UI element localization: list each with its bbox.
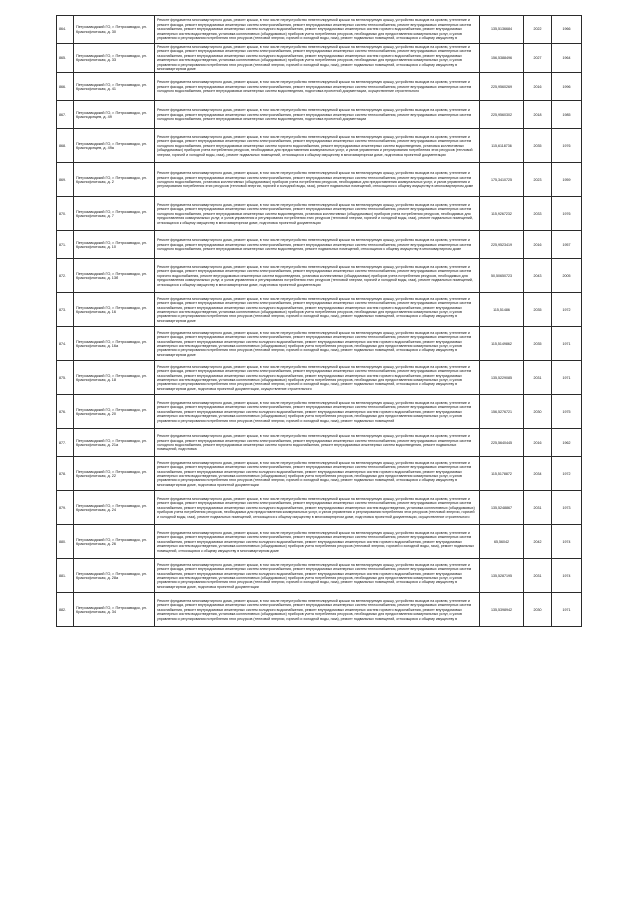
built-year-cell: 1985 (552, 101, 582, 129)
address-cell: Петрозаводский ГО, г. Петрозаводск, ул. Краснофлотская, д. 28а (74, 559, 155, 593)
built-year-cell: 1974 (552, 559, 582, 593)
table-row (57, 231, 582, 259)
repair-year-cell: 2043 (524, 259, 552, 293)
repair-year-cell: 2031 (524, 491, 552, 525)
repair-year-cell: 2018 (524, 101, 552, 129)
row-number: 869. (57, 163, 74, 197)
table-row (57, 559, 582, 593)
cost-cell: 175,3410725 (480, 163, 524, 197)
works-description-cell: Ремонт фундамента многоквартирного дома, ремонт крыши, в том числе переустройство невентилируемой крыши на вентилируемую крышу, устройство выходов на кровлю, утепление и ремонт фасада, ремонт внутридомовых инженерных систем электроснабжения, ремонт внутридомовых инженерных систем теплоснабжения, ремонт внутридомовых инженерных систем горячего водоснабжения, ремонт внутридомовых инженерных систем водоотведения, установка коллективных (общедомовых) приборов учета потребления ресурсов, необходимых для предоставления коммунальных услуг, и узлов управления и регулирования потребления этих ресурсов (тепловой энергии, горячей и холодной воды, газа), ремонт подвальных помещений, относящихся к общему имуществу в многоквартирном доме, подготовка проектной документации (155, 259, 480, 293)
works-description-cell: Ремонт фундамента многоквартирного дома, ремонт крыши, в том числе переустройство невентилируемой крыши на вентилируемую крышу, устройство выходов на кровлю, утепление и ремонт фасада, ремонт внутридомовых инженерных систем электроснабжения, ремонт внутридомовых инженерных систем теплоснабжения, ремонт внутридомовых инженерных систем газоснабжения, ремонт внутридомовых инженерных систем холодного водоснабжения, ремонт внутридомовых инженерных систем водоотведения, установка коллективных (общедомовых) приборов учета потребления ресурсов, необходимых для предоставления коммунальных услуг, и узлов управления и регулирования потребления этих ресурсов (тепловой энергии, горячей и холодной воды, газа), ремонт подвальных помещений, относящихся к общему имуществу в многоквартирном доме, подготовка проектной документации, осуществление строительного (155, 491, 480, 525)
cost-cell: 115,5149862 (480, 327, 524, 361)
address-cell: Петрозаводский ГО, г. Петрозаводск, ул. Краснофлотская, д. 10 (74, 231, 155, 259)
table-row (57, 197, 582, 231)
table-row (57, 593, 582, 627)
works-description-cell: Ремонт фундамента многоквартирного дома, ремонт крыши, в том числе переустройство невентилируемой крыши на вентилируемую крышу, устройство выходов на кровлю, утепление и ремонт фасада, ремонт внутридомовых инженерных систем электроснабжения, ремонт внутридомовых инженерных систем теплоснабжения, ремонт внутридомовых инженерных систем холодного водоснабжения, ремонт внутридомовых инженерных систем горячего водоснабжения, ремонт внутридомовых инженерных систем водоотведения, ремонт подвальных помещений, подготовка (155, 429, 480, 457)
address-cell: Петрозаводский ГО, г. Петрозаводск, ул. Краснофлотская, д. 24 (74, 491, 155, 525)
built-year-cell: 1957 (552, 231, 582, 259)
built-year-cell: 1996 (552, 73, 582, 101)
works-description-cell: Ремонт фундамента многоквартирного дома, ремонт крыши, в том числе переустройство невентилируемой крыши на вентилируемую крышу, устройство выходов на кровлю, утепление и ремонт фасада, ремонт внутридомовых инженерных систем электроснабжения, ремонт внутридомовых инженерных систем теплоснабжения, ремонт внутридомовых инженерных систем газоснабжения, ремонт внутридомовых инженерных систем холодного водоснабжения, ремонт внутридомовых инженерных систем горячего водоснабжения, ремонт внутридомовых инженерных систем водоотведения, установка коллективных (общедомовых) приборов учета потребления ресурсов, необходимых для предоставления коммунальных услуг, и узлов управления и регулирования потребления этих ресурсов (тепловой энергии, горячей и холодной воды, газа), ремонт подвальных помещений, относящихся к общему имуществу в многоквартирном доме (155, 44, 480, 73)
row-number: 875. (57, 361, 74, 395)
repair-year-cell: 2031 (524, 559, 552, 593)
cost-cell: 156,5276721 (480, 395, 524, 429)
built-year-cell: 1976 (552, 197, 582, 231)
cost-cell: 115,51486 (480, 293, 524, 327)
row-number: 879. (57, 491, 74, 525)
address-cell: Петрозаводский ГО, г. Петрозаводск, ул. Краснофлотская, д. 16 (74, 293, 155, 327)
works-description-cell: Ремонт фундамента многоквартирного дома, ремонт крыши, в том числе переустройство невентилируемой крыши на вентилируемую крышу, устройство выходов на кровлю, утепление и ремонт фасада, ремонт внутридомовых инженерных систем электроснабжения, ремонт внутридомовых инженерных систем теплоснабжения, ремонт внутридомовых инженерных систем холодного водоснабжения, ремонт внутридомовых инженерных систем водоотведения, установка коллективных (общедомовых) приборов учета потребления ресурсов, необходимых для предоставления коммунальных услуг, и узлов управления и регулирования потребления этих ресурсов (тепловой энергии, горячей и холодной воды, газа), ремонт подвальных помещений, относящихся к общему имуществу в многоквартирном доме, подготовка проектной документации (155, 197, 480, 231)
cost-cell: 156,5388496 (480, 44, 524, 73)
cost-cell: 135,5287195 (480, 559, 524, 593)
row-number: 872. (57, 259, 74, 293)
table-row (57, 293, 582, 327)
works-description-cell: Ремонт фундамента многоквартирного дома, ремонт крыши, в том числе переустройство невентилируемой крыши на вентилируемую крышу, устройство выходов на кровлю, утепление и ремонт фасада, ремонт внутридомовых инженерных систем электроснабжения, ремонт внутридомовых инженерных систем теплоснабжения, ремонт внутридомовых инженерных систем газоснабжения, ремонт внутридомовых инженерных систем холодного водоснабжения, ремонт внутридомовых инженерных систем горячего водоснабжения, ремонт внутридомовых инженерных систем водоотведения, установка коллективных (общедомовых) приборов учета потребления ресурсов, необходимых для предоставления коммунальных услуг, и узлов управления и регулирования потребления этих ресурсов (тепловой энергии, горячей и холодной воды, газа), ремонт подвальных помещений (155, 395, 480, 429)
repair-year-cell: 2035 (524, 293, 552, 327)
cost-cell: 225,9523419 (480, 231, 524, 259)
row-number: 876. (57, 395, 74, 429)
cost-cell: 65,56042 (480, 525, 524, 559)
cost-cell: 225,5640445 (480, 429, 524, 457)
works-description-cell: Ремонт фундамента многоквартирного дома, ремонт крыши, в том числе переустройство невентилируемой крыши на вентилируемую крышу, устройство выходов на кровлю, утепление и ремонт фасада, ремонт внутридомовых инженерных систем электроснабжения, ремонт внутридомовых инженерных систем теплоснабжения, ремонт внутридомовых инженерных систем газоснабжения, ремонт внутридомовых инженерных систем холодного водоснабжения, ремонт внутридомовых инженерных систем горячего водоснабжения, ремонт внутридомовых инженерных систем водоотведения, установка коллективных (общедомовых) приборов учета потребления ресурсов, необходимых для предоставления коммунальных услуг, и узлов управления и регулирования потребления этих ресурсов (тепловой энергии, горячей и холодной воды, газа), ремонт подвальных помещений, относящихся к общему имуществу в многоквартирном доме, подготовка проектной документации, осуществление строительного (155, 361, 480, 395)
address-cell: Петрозаводский ГО, г. Петрозаводск, ул. Краснофлотская, д. 7 (74, 197, 155, 231)
address-cell: Петрозаводский ГО, г. Петрозаводск, ул. Краснодонцев, д. 49 (74, 101, 155, 129)
table-row (57, 44, 582, 73)
works-description-cell: Ремонт фундамента многоквартирного дома, ремонт крыши, в том числе переустройство невентилируемой крыши на вентилируемую крышу, устройство выходов на кровлю, утепление и ремонт фасада, ремонт внутридомовых инженерных систем электроснабжения, ремонт внутридомовых инженерных систем теплоснабжения, ремонт внутридомовых инженерных систем холодного водоснабжения, установка коллективных (общедомовых) приборов учета потребления ресурсов, необходимых для предоставления коммунальных услуг, и узлов управления и регулирования потребления этих ресурсов (тепловой энергии, горячей и холодной воды, газа), ремонт подвальных помещений, относящихся к общему имуществу в многоквартирном доме (155, 163, 480, 197)
built-year-cell: 1972 (552, 457, 582, 491)
cost-cell: 135,5248867 (480, 491, 524, 525)
address-cell: Петрозаводский ГО, г. Петрозаводск, ул. Краснодонцев, д. 49а (74, 129, 155, 163)
works-description-cell: Ремонт фундамента многоквартирного дома, ремонт крыши, в том числе переустройство невентилируемой крыши на вентилируемую крышу, устройство выходов на кровлю, утепление и ремонт фасада, ремонт внутридомовых инженерных систем электроснабжения, ремонт внутридомовых инженерных систем теплоснабжения, ремонт внутридомовых инженерных систем холодного водоснабжения, ремонт внутридомовых инженерных систем водоотведения, ремонт подвальных помещений, относящихся к общему имуществу в многоквартирном доме (155, 231, 480, 259)
document-sheet (56, 15, 581, 627)
works-description-cell: Ремонт фундамента многоквартирного дома, ремонт крыши, в том числе переустройство невентилируемой крыши на вентилируемую крышу, устройство выходов на кровлю, утепление и ремонт фасада, ремонт внутридомовых инженерных систем электроснабжения, ремонт внутридомовых инженерных систем теплоснабжения, ремонт внутридомовых инженерных систем газоснабжения, ремонт внутридомовых инженерных систем холодного водоснабжения, ремонт внутридомовых инженерных систем горячего водоснабжения, ремонт внутридомовых инженерных систем водоотведения, установка коллективных (общедомовых) приборов учета потребления ресурсов, необходимых для предоставления коммунальных услуг, и узлов управления и регулирования потребления этих ресурсов (тепловой энергии, горячей и холодной воды, газа), ремонт подвальных помещений, относящихся к общему имуществу в многоквартирном доме (155, 327, 480, 361)
row-number: 864. (57, 16, 74, 44)
repair-year-cell: 2022 (524, 16, 552, 44)
repair-year-cell: 2030 (524, 395, 552, 429)
table-row (57, 73, 582, 101)
row-number: 880. (57, 525, 74, 559)
works-description-cell: Ремонт фундамента многоквартирного дома, ремонт крыши, в том числе переустройство невентилируемой крыши на вентилируемую крышу, устройство выходов на кровлю, утепление и ремонт фасада, ремонт внутридомовых инженерных систем электроснабжения, ремонт внутридомовых инженерных систем теплоснабжения, ремонт внутридомовых инженерных систем газоснабжения, ремонт внутридомовых инженерных систем холодного водоснабжения, ремонт внутридомовых инженерных систем горячего водоснабжения, ремонт внутридомовых инженерных систем водоотведения, установка коллективных (общедомовых) приборов учета потребления ресурсов, необходимых для предоставления коммунальных услуг, и узлов управления и регулирования потребления этих ресурсов (тепловой энергии, горячей и холодной воды, газа), ремонт подвальных помещений, относящихся к общему имуществу в многоквартирном доме, подготовка проектной документации (155, 559, 480, 593)
built-year-cell: 1974 (552, 525, 582, 559)
built-year-cell: 1972 (552, 293, 582, 327)
built-year-cell: 1971 (552, 593, 582, 627)
repair-year-cell: 2016 (524, 429, 552, 457)
repair-year-cell: 2034 (524, 457, 552, 491)
works-description-cell: Ремонт фундамента многоквартирного дома, ремонт крыши, в том числе переустройство невентилируемой крыши на вентилируемую крышу, устройство выходов на кровлю, утепление и ремонт фасада, ремонт внутридомовых инженерных систем электроснабжения, ремонт внутридомовых инженерных систем теплоснабжения, ремонт внутридомовых инженерных систем газоснабжения, ремонт внутридомовых инженерных систем холодного водоснабжения, ремонт внутридомовых инженерных систем горячего водоснабжения, ремонт внутридомовых инженерных систем водоотведения, установка коллективных (общедомовых) приборов учета потребления ресурсов, необходимых для предоставления коммунальных услуг, и узлов управления и регулирования потребления этих ресурсов (тепловой энергии, горячей и холодной воды, газа), ремонт подвальных помещений, относящихся к общему имуществу в многоквартирном доме (155, 293, 480, 327)
cost-cell: 115,9267232 (480, 197, 524, 231)
table-row (57, 491, 582, 525)
table-row (57, 259, 582, 293)
built-year-cell: 1973 (552, 491, 582, 525)
address-cell: Петрозаводский ГО, г. Петрозаводск, ул. Краснофлотская, д. 30 (74, 16, 155, 44)
address-cell: Петрозаводский ГО, г. Петрозаводск, ул. Краснофлотская, д. 16а (74, 327, 155, 361)
cost-cell: 50,50650723 (480, 259, 524, 293)
table-row (57, 525, 582, 559)
row-number: 871. (57, 231, 74, 259)
address-cell: Петрозаводский ГО, г. Петрозаводск, ул. Краснофлотская, д. 41 (74, 73, 155, 101)
capital-repair-table (56, 15, 582, 627)
address-cell: Петрозаводский ГО, г. Петрозаводск, ул. Краснофлотская, д. 21а (74, 429, 155, 457)
repair-year-cell: 2042 (524, 525, 552, 559)
built-year-cell: 2005 (552, 259, 582, 293)
works-description-cell: Ремонт фундамента многоквартирного дома, ремонт крыши, в том числе переустройство невентилируемой крыши на вентилируемую крышу, устройство выходов на кровлю, утепление и ремонт фасада, ремонт внутридомовых инженерных систем электроснабжения, ремонт внутридомовых инженерных систем теплоснабжения, ремонт внутридомовых инженерных систем холодного водоснабжения, ремонт внутридомовых инженерных систем водоотведения, подготовка проектной документации (155, 101, 480, 129)
row-number: 870. (57, 197, 74, 231)
row-number: 874. (57, 327, 74, 361)
built-year-cell: 1976 (552, 129, 582, 163)
cost-cell: 135,5229085 (480, 361, 524, 395)
repair-year-cell: 2035 (524, 327, 552, 361)
table-row (57, 361, 582, 395)
table-row (57, 163, 582, 197)
table-row (57, 457, 582, 491)
cost-cell: 135,5136684 (480, 16, 524, 44)
cost-cell: 225,9560302 (480, 101, 524, 129)
table-row (57, 16, 582, 44)
repair-year-cell: 2023 (524, 163, 552, 197)
built-year-cell: 1959 (552, 163, 582, 197)
table-row (57, 101, 582, 129)
row-number: 881. (57, 559, 74, 593)
built-year-cell: 1971 (552, 361, 582, 395)
row-number: 873. (57, 293, 74, 327)
built-year-cell: 1966 (552, 16, 582, 44)
works-description-cell: Ремонт фундамента многоквартирного дома, ремонт крыши, в том числе переустройство невентилируемой крыши на вентилируемую крышу, устройство выходов на кровлю, утепление и ремонт фасада, ремонт внутридомовых инженерных систем электроснабжения, ремонт внутридомовых инженерных систем теплоснабжения, ремонт внутридомовых инженерных систем газоснабжения, ремонт внутридомовых инженерных систем холодного водоснабжения, ремонт внутридомовых инженерных систем горячего водоснабжения, ремонт внутридомовых инженерных систем водоотведения, установка коллективных (общедомовых) приборов учета потребления ресурсов, необходимых для предоставления коммунальных услуг, и узлов управления и регулирования потребления этих ресурсов (тепловой энергии, горячей и холодной воды, газа), ремонт подвальных помещений, относящихся к общему имуществу в многоквартирном доме, подготовка проектной документации (155, 457, 480, 491)
address-cell: Петрозаводский ГО, г. Петрозаводск, ул. Краснофлотская, д. 22 (74, 457, 155, 491)
row-number: 878. (57, 457, 74, 491)
built-year-cell: 1962 (552, 429, 582, 457)
works-description-cell: Ремонт фундамента многоквартирного дома, ремонт крыши, в том числе переустройство невентилируемой крыши на вентилируемую крышу, устройство выходов на кровлю, утепление и ремонт фасада, ремонт внутридомовых инженерных систем электроснабжения, ремонт внутридомовых инженерных систем теплоснабжения, ремонт внутридомовых инженерных систем газоснабжения, ремонт внутридомовых инженерных систем холодного водоснабжения, ремонт внутридомовых инженерных систем горячего водоснабжения, ремонт внутридомовых инженерных систем водоотведения, установка коллективных (общедомовых) приборов учета потребления ресурсов, необходимых для предоставления коммунальных услуг, и узлов управления и регулирования потребления этих ресурсов (тепловой энергии, горячей и холодной воды, газа), ремонт подвальных помещений, относящихся к общему имуществу в (155, 593, 480, 627)
repair-year-cell: 2030 (524, 593, 552, 627)
works-description-cell: Ремонт фундамента многоквартирного дома, ремонт крыши, в том числе переустройство невентилируемой крыши на вентилируемую крышу, устройство выходов на кровлю, утепление и ремонт фасада, ремонт внутридомовых инженерных систем электроснабжения, ремонт внутридомовых инженерных систем теплоснабжения, ремонт внутридомовых инженерных систем холодного водоснабжения, ремонт внутридомовых инженерных систем водоотведения, подготовка проектной документации, осуществление строительного (155, 73, 480, 101)
table-body (57, 16, 582, 627)
address-cell: Петрозаводский ГО, г. Петрозаводск, ул. Краснофлотская, д. 33 (74, 44, 155, 73)
table-row (57, 429, 582, 457)
repair-year-cell: 2016 (524, 231, 552, 259)
built-year-cell: 1975 (552, 395, 582, 429)
row-number: 882. (57, 593, 74, 627)
row-number: 865. (57, 44, 74, 73)
cost-cell: 135,5398942 (480, 593, 524, 627)
built-year-cell: 1964 (552, 44, 582, 73)
repair-year-cell: 2027 (524, 44, 552, 73)
address-cell: Петрозаводский ГО, г. Петрозаводск, ул. Краснофлотская, д. 34 (74, 593, 155, 627)
built-year-cell: 1971 (552, 327, 582, 361)
repair-year-cell: 2033 (524, 197, 552, 231)
works-description-cell: Ремонт фундамента многоквартирного дома, ремонт крыши, в том числе переустройство невентилируемой крыши на вентилируемую крышу, устройство выходов на кровлю, утепление и ремонт фасада, ремонт внутридомовых инженерных систем электроснабжения, ремонт внутридомовых инженерных систем теплоснабжения, ремонт внутридомовых инженерных систем газоснабжения, ремонт внутридомовых инженерных систем холодного водоснабжения, ремонт внутридомовых инженерных систем горячего водоснабжения, ремонт внутридомовых инженерных систем водоотведения, установка коллективных (общедомовых) приборов учета потребления ресурсов, необходимых для предоставления коммунальных услуг, и узлов управления и регулирования потребления этих ресурсов (тепловой энергии, горячей и холодной воды, газа), ремонт подвальных помещений, относящихся к общему имуществу в (155, 16, 480, 44)
address-cell: Петрозаводский ГО, г. Петрозаводск, ул. Краснофлотская, д. 2 (74, 163, 155, 197)
repair-year-cell: 2016 (524, 73, 552, 101)
address-cell: Петрозаводский ГО, г. Петрозаводск, ул. Краснофлотская, д. 26 (74, 525, 155, 559)
address-cell: Петрозаводский ГО, г. Петрозаводск, ул. Краснофлотская, д. 13б (74, 259, 155, 293)
repair-year-cell: 2031 (524, 361, 552, 395)
address-cell: Петрозаводский ГО, г. Петрозаводск, ул. Краснофлотская, д. 20 (74, 395, 155, 429)
table-row (57, 395, 582, 429)
works-description-cell: Ремонт фундамента многоквартирного дома, ремонт крыши, в том числе переустройство невентилируемой крыши на вентилируемую крышу, устройство выходов на кровлю, утепление и ремонт фасада, ремонт внутридомовых инженерных систем электроснабжения, ремонт внутридомовых инженерных систем теплоснабжения, ремонт внутридомовых инженерных систем газоснабжения, ремонт внутридомовых инженерных систем холодного водоснабжения, ремонт внутридомовых инженерных систем горячего водоснабжения, ремонт внутридомовых инженерных систем водоотведения, установка коллективных (общедомовых) приборов учета потребления ресурсов (тепловой энергии, горячей и холодной воды, газа), ремонт подвальных помещений, относящихся к общему имуществу в многоквартирном доме (155, 525, 480, 559)
row-number: 866. (57, 73, 74, 101)
cost-cell: 225,9560269 (480, 73, 524, 101)
row-number: 877. (57, 429, 74, 457)
row-number: 867. (57, 101, 74, 129)
cost-cell: 115,6118736 (480, 129, 524, 163)
address-cell: Петрозаводский ГО, г. Петрозаводск, ул. Краснофлотская, д. 18 (74, 361, 155, 395)
cost-cell: 115,5178872 (480, 457, 524, 491)
repair-year-cell: 2035 (524, 129, 552, 163)
table-row (57, 129, 582, 163)
row-number: 868. (57, 129, 74, 163)
works-description-cell: Ремонт фундамента многоквартирного дома, ремонт крыши, в том числе переустройство невентилируемой крыши на вентилируемую крышу, устройство выходов на кровлю, утепление и ремонт фасада, ремонт внутридомовых инженерных систем электроснабжения, ремонт внутридомовых инженерных систем теплоснабжения, ремонт внутридомовых инженерных систем холодного водоснабжения, ремонт внутридомовых инженерных систем горячего водоснабжения, ремонт внутридомовых инженерных систем водоотведения, установка коллективных (общедомовых) приборов учета потребления ресурсов, необходимых для предоставления коммунальных услуг, и узлов управления и регулирования потребления этих ресурсов (тепловой энергии, горячей и холодной воды, газа), ремонт подвальных помещений, относящихся к общему имуществу в многоквартирном доме, подготовка проектной документации (155, 129, 480, 163)
table-row (57, 327, 582, 361)
